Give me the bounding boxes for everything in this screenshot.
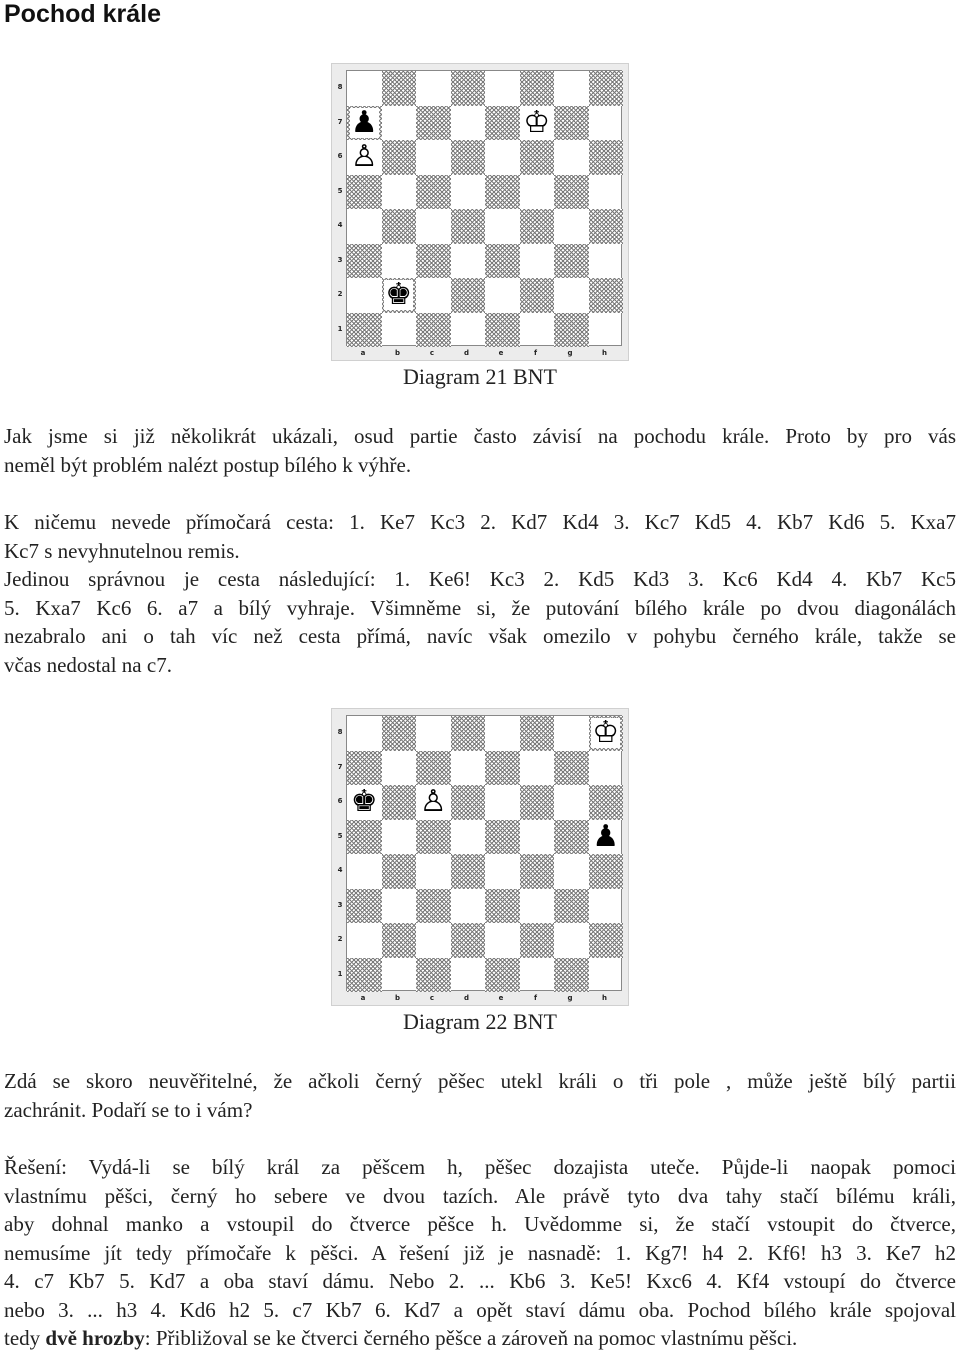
text-segment: tedy [4,1326,46,1350]
square-c5 [416,175,451,210]
diagram-caption: Diagram 22 BNT [403,1009,557,1034]
file-label: a [360,349,366,357]
text-segment: : Přibližoval se ke čtverci černého pěšce a zároveň na pomoc vlastnímu pěšci. [144,1326,798,1350]
square-c4 [416,854,451,889]
square-e7 [485,751,520,786]
text-line [4,1324,956,1353]
square-d5 [451,820,486,855]
square-a2 [347,923,382,958]
square-h2 [589,278,624,313]
square-f6 [520,785,555,820]
diagram-caption: Diagram 21 BNT [403,364,557,389]
square-d2 [451,278,486,313]
square-c6 [416,785,451,820]
square-h4 [589,854,624,889]
square-b7 [382,106,417,141]
square-b1 [382,958,417,993]
square-h5 [589,820,624,855]
white-king-icon: ♔ [523,104,551,140]
rank-label: 7 [337,117,343,126]
square-g1 [554,958,589,993]
square-a4 [347,209,382,244]
square-h6 [589,785,624,820]
square-a2 [347,278,382,313]
page-title: Pochod krále [4,0,161,28]
square-c6 [416,140,451,175]
square-b4 [382,209,417,244]
emphasis-text: dvě hrozby [45,1326,145,1350]
square-e2 [485,923,520,958]
square-g6 [554,140,589,175]
text-line: nemusíme jít tedy přímočaře k pěšci. A řešení již je nasnadě: 1. Kg7! h4 2. Kf6! h3 3. Ke7 h2 [4,1240,956,1265]
square-d3 [451,889,486,924]
paragraph-intro [4,422,956,479]
square-f4 [520,209,555,244]
white-king-icon: ♔ [592,715,620,751]
chess-diagram-21 [331,63,629,361]
square-f7 [520,106,555,141]
square-b3 [382,244,417,279]
chess-board [346,715,622,991]
chess-board [346,70,622,346]
rank-label: 3 [337,900,343,909]
square-a1 [347,958,382,993]
square-b3 [382,889,417,924]
square-c4 [416,209,451,244]
rank-label: 2 [337,290,343,298]
text-line: Jedinou správnou je cesta následující: 1. Ke6! Kc3 2. Kd5 Kd3 3. Kc6 Kd4 4. Kb7 Kc5 [4,567,956,591]
text-line: nebo 3. ... h3 4. Kd6 h2 5. c7 Kb7 6. Kd7 a opět staví dámu oba. Pochod bílého krále spojoval [4,1297,956,1322]
square-f1 [520,958,555,993]
square-a4 [347,854,382,889]
square-f8 [520,716,555,751]
black-king-icon: ♚ [350,784,378,820]
square-d7 [451,106,486,141]
rank-label: 5 [337,186,343,195]
square-d1 [451,313,486,348]
text-line: Zdá se skoro neuvěřitelné, že ačkoli černý pěšec utekl králi o tři pole , může ještě bílý partii [4,1069,956,1093]
square-c7 [416,106,451,141]
square-a1 [347,313,382,348]
square-h3 [589,889,624,924]
text-line: nezabralo ani o tah víc než cesta přímá, navíc však omezilo v pohybu černého krále, takže se [4,624,956,648]
square-c1 [416,958,451,993]
square-d8 [451,71,486,106]
rank-label: 2 [337,935,343,943]
square-f6 [520,140,555,175]
text-line: Jak jsme si již několikrát ukázali, osud partie často závisí na pochodu krále. Proto by pro vás [4,424,956,448]
rank-label: 6 [337,797,343,805]
text-line: Řešení: Vydá-li se bílý král za pěšcem h, pěšec dozajista uteče. Půjde-li naopak pomoci [4,1155,956,1179]
file-label: f [533,349,538,357]
file-label: b [394,349,400,357]
rank-label: 8 [337,728,343,736]
paragraph-solution [4,1153,956,1353]
file-label: c [429,994,435,1002]
paragraph-puzzle [4,1067,956,1124]
square-e5 [485,820,520,855]
square-f8 [520,71,555,106]
square-b2 [382,923,417,958]
file-label: e [498,994,504,1002]
square-g8 [554,71,589,106]
square-a7 [347,751,382,786]
square-a5 [347,175,382,210]
file-label: h [602,349,607,357]
white-pawn-icon: ♙ [419,784,447,820]
square-b7 [382,751,417,786]
square-b8 [382,71,417,106]
file-label: a [360,994,366,1002]
file-label: e [498,349,504,357]
square-g4 [554,209,589,244]
rank-label: 6 [337,152,343,160]
square-g1 [554,313,589,348]
rank-label: 1 [337,324,343,333]
square-g2 [554,278,589,313]
file-label: g [567,349,573,357]
square-b1 [382,313,417,348]
square-b5 [382,175,417,210]
text-line: včas nedostal na c7. [4,652,172,677]
square-h1 [589,313,624,348]
square-d1 [451,958,486,993]
file-label: c [429,349,435,357]
square-d4 [451,209,486,244]
square-g5 [554,820,589,855]
square-g7 [554,106,589,141]
square-h6 [589,140,624,175]
square-a3 [347,244,382,279]
square-f2 [520,923,555,958]
square-g8 [554,716,589,751]
square-e8 [485,71,520,106]
text-line: 5. Kxa7 Kc6 6. a7 a bílý vyhraje. Všimněme si, že putování bílého krále po dvou diagonálách [4,595,956,620]
text-line: K ničemu nevede přímočará cesta: 1. Ke7 Kc3 2. Kd7 Kd4 3. Kc7 Kd5 4. Kb7 Kd6 5. Kxa7 [4,510,956,534]
text-line: neměl být problém nalézt postup bílého k výhře. [4,452,412,477]
square-e4 [485,209,520,244]
paragraph-analysis [4,508,956,679]
square-e1 [485,313,520,348]
square-d4 [451,854,486,889]
square-c7 [416,751,451,786]
text-line: zachránit. Podaří se to i vám? [4,1097,253,1122]
square-a7 [347,106,382,141]
file-label: g [567,994,573,1002]
square-h7 [589,106,624,141]
square-e8 [485,716,520,751]
square-d5 [451,175,486,210]
square-g3 [554,244,589,279]
square-a6 [347,785,382,820]
square-e1 [485,958,520,993]
rank-label: 5 [337,831,343,840]
file-label: b [394,994,400,1002]
square-a5 [347,820,382,855]
square-a3 [347,889,382,924]
square-f4 [520,854,555,889]
square-h8 [589,71,624,106]
square-e6 [485,140,520,175]
text-line: vlastnímu pěšci, černý ho sebere ve dvou tazích. Ale právě tyto dva tahy stačí bílému králi, [4,1183,956,1208]
white-pawn-icon: ♙ [350,139,378,175]
text-line: aby dohnal manko a vstoupil do čtverce pěšce h. Uvědomme si, že stačí vstoupit do čtverce, [4,1212,956,1236]
file-label: d [463,349,469,357]
rank-label: 7 [337,762,343,771]
square-g3 [554,889,589,924]
square-a8 [347,71,382,106]
square-h4 [589,209,624,244]
square-e3 [485,244,520,279]
text-line: Kc7 s nevyhnutelnou remis. [4,538,240,563]
square-b8 [382,716,417,751]
rank-label: 1 [337,969,343,978]
rank-label: 8 [337,83,343,91]
square-d7 [451,751,486,786]
square-e7 [485,106,520,141]
square-c8 [416,71,451,106]
black-pawn-icon: ♟ [592,818,620,854]
square-h8 [589,716,624,751]
square-c1 [416,313,451,348]
square-f3 [520,244,555,279]
square-e3 [485,889,520,924]
square-c8 [416,716,451,751]
square-c2 [416,278,451,313]
square-f1 [520,313,555,348]
square-g6 [554,785,589,820]
square-c2 [416,923,451,958]
square-e5 [485,175,520,210]
square-f5 [520,820,555,855]
square-a8 [347,716,382,751]
square-b5 [382,820,417,855]
square-h3 [589,244,624,279]
rank-label: 4 [337,221,343,229]
rank-label: 4 [337,866,343,874]
square-h5 [589,175,624,210]
square-e6 [485,785,520,820]
square-g7 [554,751,589,786]
black-king-icon: ♚ [385,277,413,313]
square-d6 [451,785,486,820]
square-h1 [589,958,624,993]
square-g5 [554,175,589,210]
black-pawn-icon: ♟ [350,104,378,140]
square-h7 [589,751,624,786]
square-d8 [451,716,486,751]
square-e2 [485,278,520,313]
square-d6 [451,140,486,175]
square-b6 [382,785,417,820]
rank-label: 3 [337,255,343,264]
text-line: 4. c7 Kb7 5. Kd7 a oba staví dámu. Nebo 2. ... Kb6 3. Ke5! Kxc6 4. Kf4 vstoupí do čtverce [4,1269,956,1293]
square-e4 [485,854,520,889]
square-b6 [382,140,417,175]
square-c3 [416,244,451,279]
square-g4 [554,854,589,889]
square-h2 [589,923,624,958]
square-b4 [382,854,417,889]
square-c3 [416,889,451,924]
square-g2 [554,923,589,958]
square-a6 [347,140,382,175]
square-f5 [520,175,555,210]
square-b2 [382,278,417,313]
square-d3 [451,244,486,279]
square-f3 [520,889,555,924]
square-d2 [451,923,486,958]
file-label: h [602,994,607,1002]
file-label: d [463,994,469,1002]
file-label: f [533,994,538,1002]
square-f7 [520,751,555,786]
square-c5 [416,820,451,855]
square-f2 [520,278,555,313]
chess-diagram-22 [331,708,629,1006]
